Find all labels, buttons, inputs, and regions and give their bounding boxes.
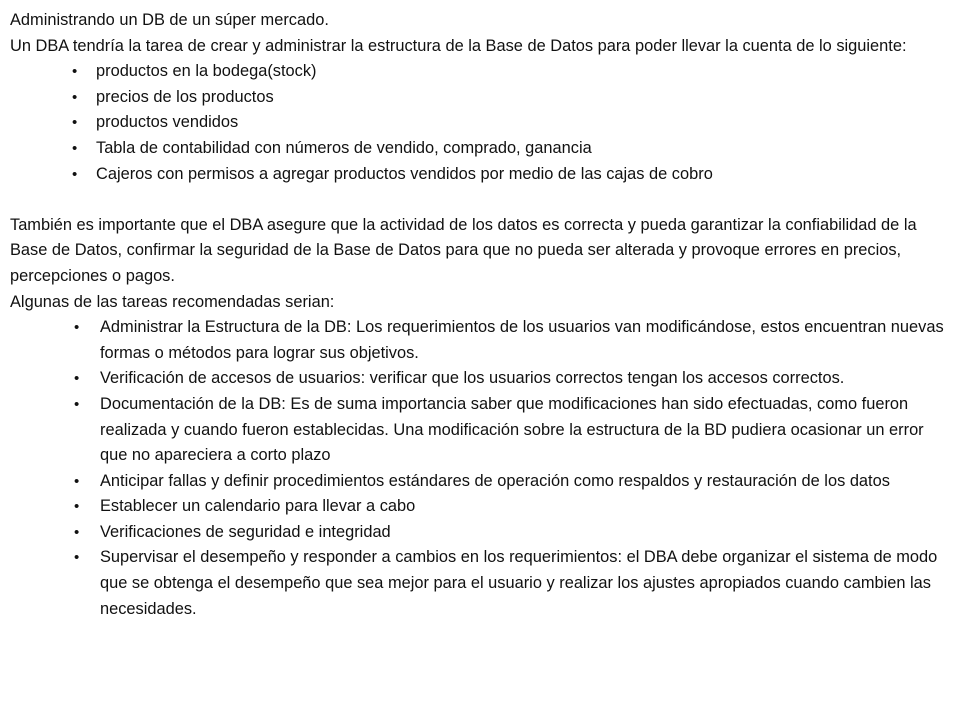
tasks-list [10, 315, 948, 622]
tasks-intro: Algunas de las tareas recomendadas serian: [10, 292, 335, 311]
list-item-text: Supervisar el desempeño y responder a cambios en los requerimientos: el DBA debe organizar el sistema de modo que se obtenga el desempeño que sea mejor para el usuario y realizar los ajustes apropiados cuando cambien las necesidades. [100, 548, 938, 618]
importance-paragraph: También es importante que el DBA asegure que la actividad de los datos es correcta y pueda garantizar la confiabilidad de la Base de Datos, confirmar la seguridad de la Base de Datos para que no pueda ser alterada y provoque errores en precios, percepciones o pagos. [10, 215, 917, 285]
list-item-text: Cajeros con permisos a agregar productos vendidos por medio de las cajas de cobro [96, 164, 713, 183]
tracking-list [10, 59, 948, 187]
blank-line [10, 187, 948, 213]
bullet-icon: • [74, 523, 80, 541]
bullet-icon: • [74, 395, 80, 413]
list-item-text: Tabla de contabilidad con números de vendido, comprado, ganancia [96, 138, 592, 157]
intro-paragraph: Un DBA tendría la tarea de crear y administrar la estructura de la Base de Datos para poder llevar la cuenta de lo siguiente: [10, 36, 907, 55]
bullet-icon: • [74, 319, 80, 337]
bullet-icon: • [72, 165, 78, 183]
list-item [10, 85, 948, 111]
bullet-icon: • [74, 370, 80, 388]
list-item [10, 162, 948, 188]
bullet-icon: • [72, 88, 78, 106]
list-item-text: Administrar la Estructura de la DB: Los requerimientos de los usuarios van modificándose, estos encuentran nuevas formas o métodos para lograr sus objetivos. [100, 318, 944, 362]
list-item-text: precios de los productos [96, 87, 274, 106]
list-item-text: Documentación de la DB: Es de suma importancia saber que modificaciones han sido efectuadas, como fueron realizada y cuando fueron establecidas. Una modificación sobre la estructura de la BD pudiera ocasionar un error que no apareciera a corto plazo [100, 394, 924, 465]
list-item [10, 520, 948, 546]
list-item-text: Verificación de accesos de usuarios: verificar que los usuarios correctos tengan los accesos correctos. [100, 369, 845, 388]
list-item-text: Anticipar fallas y definir procedimientos estándares de operación como respaldos y restauración de los datos [100, 471, 890, 490]
list-item [10, 494, 948, 520]
list-item-text: productos en la bodega(stock) [96, 62, 317, 81]
document-body [10, 8, 948, 622]
list-item [10, 366, 948, 392]
list-item-text: Verificaciones de seguridad e integridad [100, 522, 391, 541]
document-title: Administrando un DB de un súper mercado. [10, 11, 329, 29]
bullet-icon: • [74, 498, 80, 516]
bullet-icon: • [72, 63, 78, 81]
list-item [10, 110, 948, 136]
bullet-icon: • [74, 549, 80, 567]
list-item [10, 545, 948, 622]
list-item [10, 136, 948, 162]
list-item [10, 469, 948, 495]
list-item [10, 315, 948, 366]
bullet-icon: • [72, 114, 78, 132]
list-item [10, 392, 948, 469]
bullet-icon: • [74, 472, 80, 490]
bullet-icon: • [72, 139, 78, 157]
list-item-text: productos vendidos [96, 113, 239, 132]
list-item-text: Establecer un calendario para llevar a cabo [100, 497, 416, 516]
list-item [10, 59, 948, 85]
